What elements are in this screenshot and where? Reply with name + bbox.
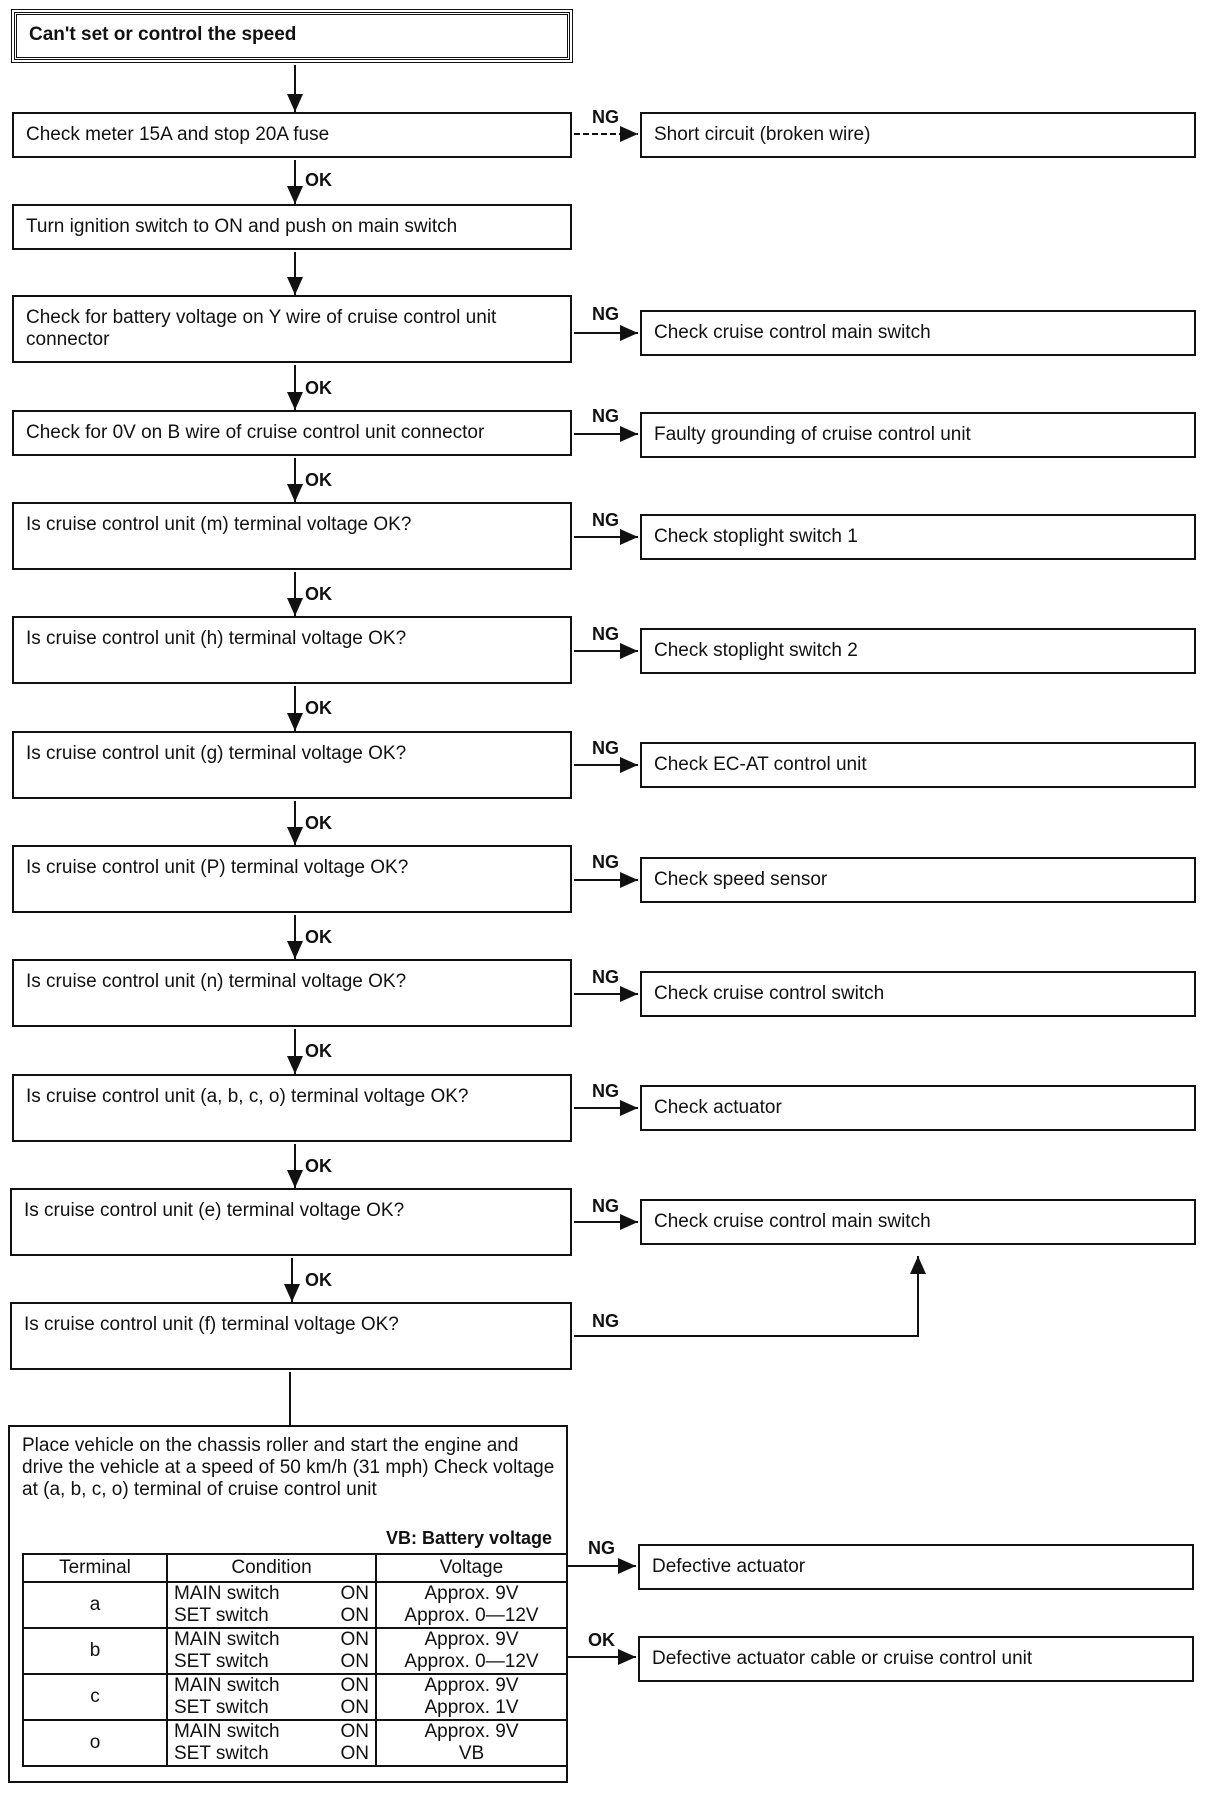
result-box-cruise-switch <box>640 971 1196 1017</box>
condition-state: ON <box>340 1651 369 1672</box>
step-box-terminal-abco <box>12 1074 572 1142</box>
result-text: Defective actuator <box>652 1556 806 1577</box>
title-box <box>14 12 570 60</box>
result-text: Defective actuator cable or cruise control unit <box>652 1648 1033 1669</box>
terminal-cell: b <box>23 1628 167 1674</box>
step-box-b-wire <box>12 410 572 456</box>
table-row <box>23 1582 567 1628</box>
voltage-value: Approx. 0—12V <box>404 1605 539 1626</box>
ok-label: OK <box>305 470 332 490</box>
step-text: Turn ignition switch to ON and push on main switch <box>26 216 458 237</box>
condition-cell <box>167 1674 376 1720</box>
voltage-value: Approx. 9V <box>424 1675 519 1696</box>
ng-label: NG <box>592 1196 619 1216</box>
result-box-main-switch-2 <box>640 1199 1196 1245</box>
step-text: Is cruise control unit (n) terminal voltage OK? <box>26 971 407 992</box>
result-box-stoplight-1 <box>640 514 1196 560</box>
step-text: Is cruise control unit (m) terminal voltage OK? <box>26 514 412 535</box>
voltage-value: Approx. 9V <box>424 1721 519 1742</box>
voltage-value: Approx. 0—12V <box>404 1651 539 1672</box>
terminal-cell: a <box>23 1582 167 1628</box>
vb-note: VB: Battery voltage <box>385 1528 552 1548</box>
condition-label: MAIN switch <box>174 1675 280 1696</box>
condition-label: SET switch <box>174 1743 269 1764</box>
step-box-terminal-n <box>12 959 572 1027</box>
condition-label: MAIN switch <box>174 1583 280 1604</box>
step-box-terminal-e <box>10 1188 572 1256</box>
result-text: Check cruise control main switch <box>654 1211 931 1232</box>
ng-label: NG <box>588 1538 615 1558</box>
condition-label: MAIN switch <box>174 1721 280 1742</box>
step-text: Is cruise control unit (f) terminal voltage OK? <box>24 1314 399 1335</box>
step-text: Check meter 15A and stop 20A fuse <box>26 124 330 145</box>
result-box-ec-at <box>640 742 1196 788</box>
condition-label: MAIN switch <box>174 1629 280 1650</box>
result-text: Check actuator <box>654 1097 782 1118</box>
final-test-box <box>8 1425 568 1783</box>
terminal-cell: c <box>23 1674 167 1720</box>
condition-state: ON <box>340 1697 369 1718</box>
step-box-terminal-p <box>12 845 572 913</box>
result-box-actuator <box>640 1085 1196 1131</box>
voltage-value: Approx. 9V <box>424 1629 519 1650</box>
terminal-cell: o <box>23 1720 167 1766</box>
condition-state: ON <box>340 1721 369 1742</box>
step-text: Check for battery voltage on Y wire of cruise control unit connector <box>26 307 497 350</box>
ng-label: NG <box>592 304 619 324</box>
title-text: Can't set or control the speed <box>29 24 297 45</box>
ok-label: OK <box>588 1630 615 1650</box>
voltage-value: VB <box>458 1743 485 1764</box>
condition-state: ON <box>340 1583 369 1604</box>
result-text: Check EC-AT control unit <box>654 754 867 775</box>
voltage-cell <box>376 1582 567 1628</box>
voltage-cell <box>376 1628 567 1674</box>
result-box-stoplight-2 <box>640 628 1196 674</box>
step-text: Is cruise control unit (a, b, c, o) terminal voltage OK? <box>26 1086 469 1107</box>
ng-label: NG <box>592 624 619 644</box>
result-box-short-circuit <box>640 112 1196 158</box>
step-box-terminal-f <box>10 1302 572 1370</box>
ng-label: NG <box>592 510 619 530</box>
step-box-terminal-m <box>12 502 572 570</box>
step-text: Is cruise control unit (P) terminal voltage OK? <box>26 857 409 878</box>
condition-label: SET switch <box>174 1697 269 1718</box>
condition-label: SET switch <box>174 1651 269 1672</box>
result-text: Check stoplight switch 2 <box>654 640 858 661</box>
result-box-defective-actuator <box>638 1544 1194 1590</box>
ng-label: NG <box>592 1081 619 1101</box>
result-text: Check speed sensor <box>654 869 828 890</box>
result-box-speed-sensor <box>640 857 1196 903</box>
voltage-value: Approx. 9V <box>424 1583 519 1604</box>
condition-cell <box>167 1628 376 1674</box>
table-row <box>23 1674 567 1720</box>
table-row <box>23 1720 567 1766</box>
step-box-fuse <box>12 112 572 158</box>
ng-label: NG <box>592 852 619 872</box>
step-text: Is cruise control unit (g) terminal voltage OK? <box>26 743 407 764</box>
condition-state: ON <box>340 1675 369 1696</box>
condition-state: ON <box>340 1605 369 1626</box>
result-box-main-switch <box>640 310 1196 356</box>
voltage-table <box>22 1553 568 1767</box>
voltage-cell <box>376 1674 567 1720</box>
result-text: Check cruise control main switch <box>654 322 931 343</box>
ng-label: NG <box>592 107 619 127</box>
condition-state: ON <box>340 1743 369 1764</box>
table-header-terminal: Terminal <box>23 1554 167 1582</box>
step-box-terminal-h <box>12 616 572 684</box>
result-text: Check stoplight switch 1 <box>654 526 858 547</box>
ng-label: NG <box>592 738 619 758</box>
ok-label: OK <box>305 813 332 833</box>
ng-label: NG <box>592 967 619 987</box>
table-header-condition: Condition <box>167 1554 376 1582</box>
result-box-defective-cable <box>638 1636 1194 1682</box>
step-box-terminal-g <box>12 731 572 799</box>
result-text: Faulty grounding of cruise control unit <box>654 424 971 445</box>
ok-label: OK <box>305 1156 332 1176</box>
condition-cell <box>167 1582 376 1628</box>
ok-label: OK <box>305 1041 332 1061</box>
condition-cell <box>167 1720 376 1766</box>
ok-label: OK <box>305 378 332 398</box>
ok-label: OK <box>305 698 332 718</box>
ok-label: OK <box>305 584 332 604</box>
ok-label: OK <box>305 170 332 190</box>
step-box-ignition <box>12 204 572 250</box>
step-text: Check for 0V on B wire of cruise control unit connector <box>26 422 485 443</box>
table-header-voltage: Voltage <box>376 1554 567 1582</box>
voltage-value: Approx. 1V <box>424 1697 519 1718</box>
table-row <box>23 1628 567 1674</box>
result-text: Short circuit (broken wire) <box>654 124 871 145</box>
condition-label: SET switch <box>174 1605 269 1626</box>
ok-label: OK <box>305 1270 332 1290</box>
condition-state: ON <box>340 1629 369 1650</box>
step-text: Is cruise control unit (h) terminal voltage OK? <box>26 628 407 649</box>
step-box-y-wire <box>12 295 572 363</box>
ng-label: NG <box>592 1311 619 1331</box>
ok-label: OK <box>305 927 332 947</box>
ng-label: NG <box>592 406 619 426</box>
step-text: Is cruise control unit (e) terminal voltage OK? <box>24 1200 405 1221</box>
result-text: Check cruise control switch <box>654 983 885 1004</box>
result-box-grounding <box>640 412 1196 458</box>
final-test-text: Place vehicle on the chassis roller and start the engine and drive the vehicle at a speed of 50 km/h (31 mph) Check voltage at (a, b, c, o) terminal of cruise control unit <box>22 1435 555 1500</box>
voltage-cell <box>376 1720 567 1766</box>
